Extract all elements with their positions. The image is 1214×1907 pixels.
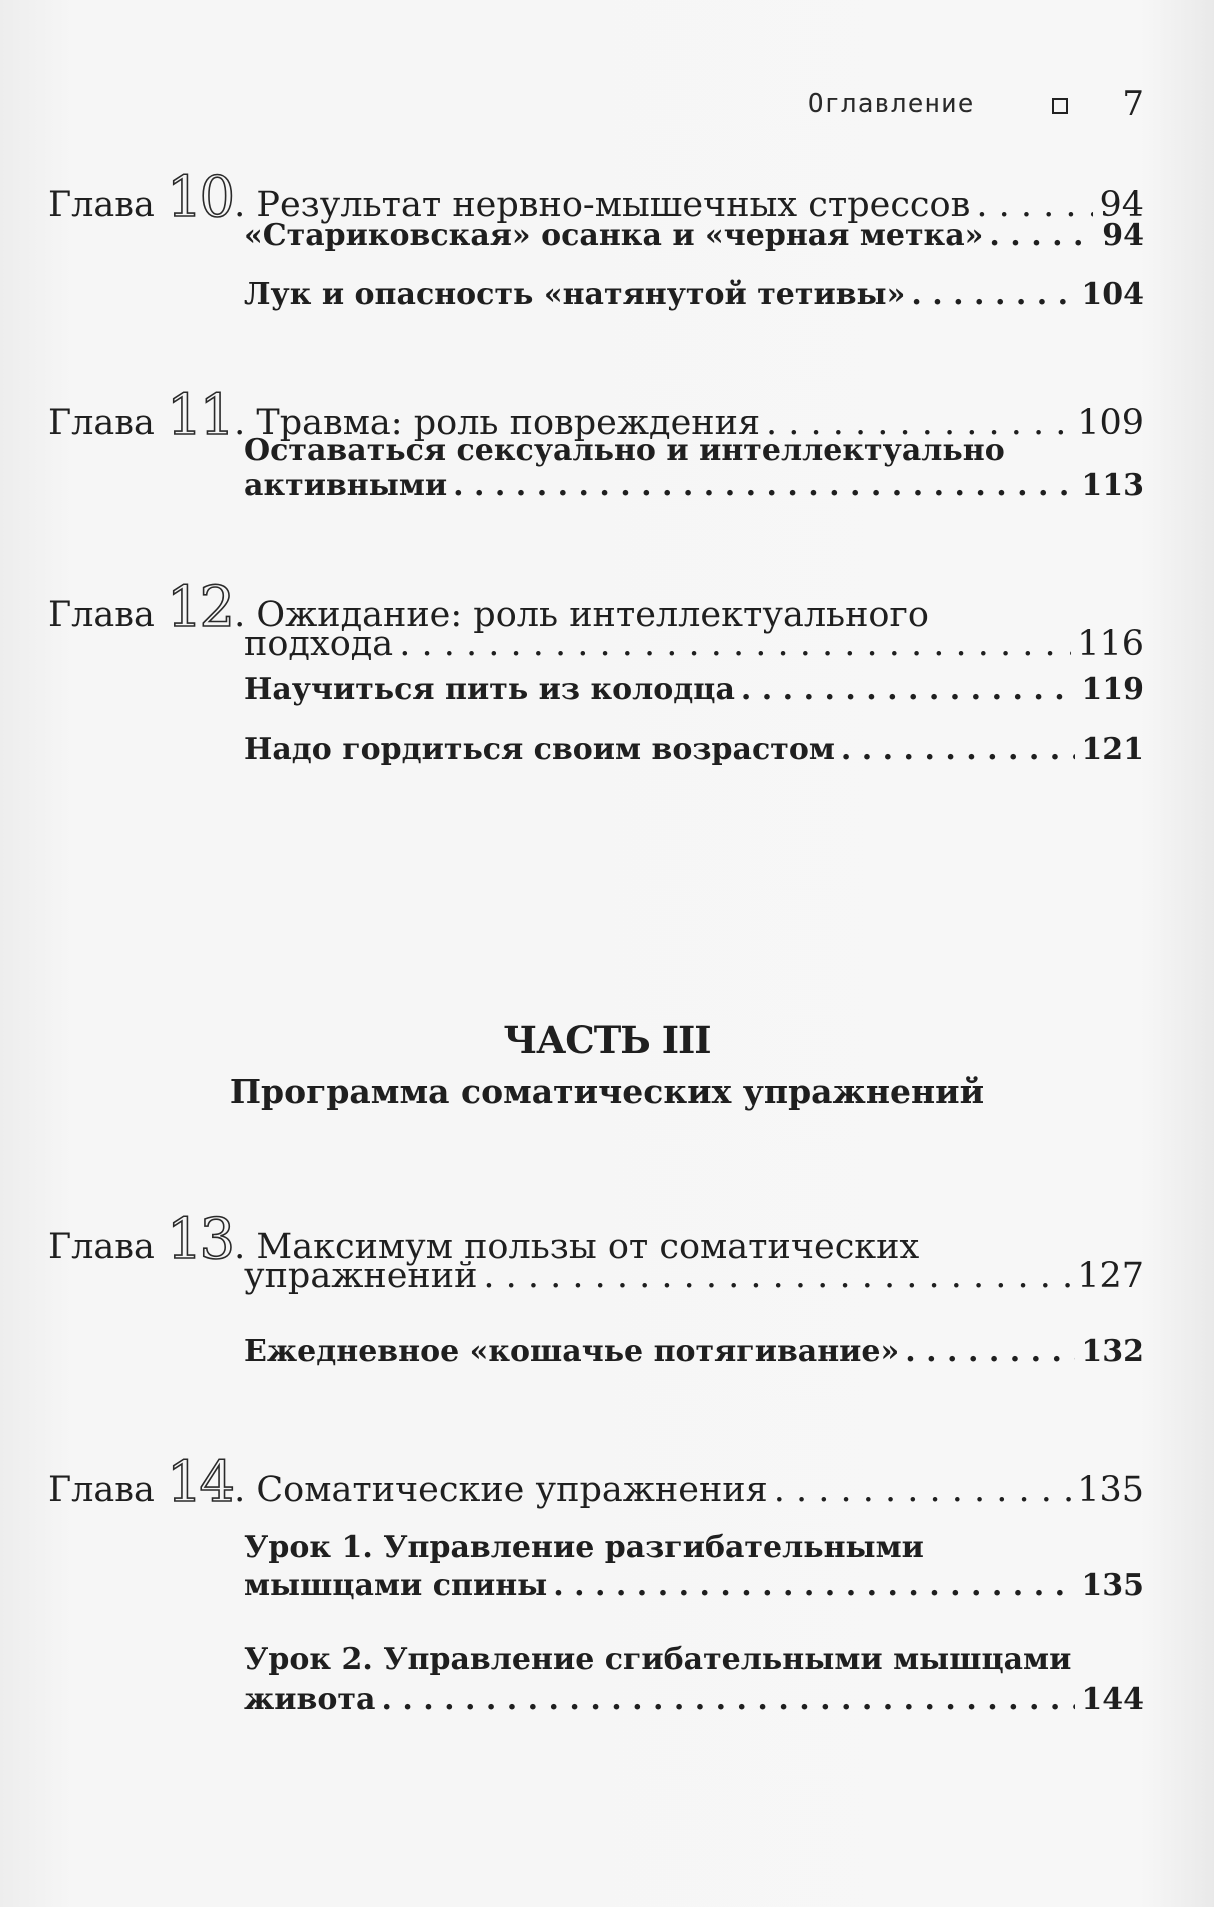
chapter-word: Глава [48, 185, 155, 225]
leader-dots [399, 624, 1071, 664]
section-title-line1: Оставаться сексуально и интеллектуально [244, 433, 1005, 468]
page-ref: 113 [1081, 468, 1144, 503]
section-title-line1: Урок 1. Управление разгибательными [244, 1530, 924, 1565]
leader-dots [553, 1568, 1075, 1603]
toc-section[interactable] [244, 218, 1144, 253]
chapter-word: Глава [48, 1227, 155, 1267]
toc-section[interactable] [244, 1568, 1144, 1603]
leader-dots [841, 732, 1075, 767]
chapter-title: . Ожидание: роль интеллектуального [234, 595, 929, 635]
running-header [808, 84, 1144, 124]
leader-dots [741, 672, 1075, 707]
page-ref: 132 [1081, 1334, 1144, 1369]
section-title: Научиться пить из колодца [244, 672, 735, 707]
chapter-number: 11 [166, 383, 233, 448]
toc-section[interactable] [244, 1334, 1144, 1369]
leader-dots [989, 218, 1096, 253]
leader-dots [774, 1470, 1072, 1510]
section-title-line2: мышцами спины [244, 1568, 548, 1603]
toc-section[interactable] [244, 672, 1144, 707]
toc-chapter-14[interactable] [48, 1450, 1144, 1515]
page-ref: 109 [1077, 403, 1144, 443]
page-ref: 119 [1081, 672, 1144, 707]
leader-dots [381, 1682, 1075, 1717]
section-title: Надо гордиться своим возрастом [244, 732, 835, 767]
section-title: Ежедневное «кошачье потягивание» [244, 1334, 900, 1369]
leader-dots [905, 1334, 1075, 1369]
toc-section[interactable] [244, 277, 1144, 312]
chapter-word: Глава [48, 595, 155, 635]
toc-section[interactable] [244, 1682, 1144, 1717]
chapter-title: . Соматические упражнения [234, 1470, 768, 1510]
part-label: ЧАСТЬ III [503, 1018, 711, 1062]
page-ref: 135 [1077, 1470, 1144, 1510]
chapter-word: Глава [48, 403, 155, 443]
section-title-line2: живота [244, 1682, 376, 1717]
section-title-line2: активными [244, 468, 448, 503]
part-title: Программа соматических упражнений [229, 1072, 985, 1111]
toc-section[interactable] [244, 468, 1144, 503]
chapter-number: 12 [166, 575, 233, 640]
page-ref: 94 [1099, 185, 1144, 225]
chapter-number: 10 [166, 165, 233, 230]
toc-chapter-12-cont[interactable] [244, 624, 1144, 664]
page-ref: 104 [1081, 277, 1144, 312]
page-ref: 94 [1102, 218, 1144, 253]
chapter-title: . Максимум пользы от соматических [234, 1227, 920, 1267]
chapter-title-line2: подхода [244, 624, 394, 664]
section-title-line1: Урок 2. Управление сгибательными мышцами [244, 1642, 1072, 1677]
chapter-number: 14 [166, 1450, 233, 1515]
chapter-number: 13 [166, 1207, 233, 1272]
square-icon [1052, 98, 1068, 114]
section-title: Лук и опасность «натянутой тетивы» [244, 277, 906, 312]
toc-chapter-13-cont[interactable] [244, 1256, 1144, 1296]
page-ref: 144 [1081, 1682, 1144, 1717]
leader-dots [911, 277, 1075, 312]
chapter-title: . Травма: роль повреждения [234, 403, 761, 443]
page-ref: 127 [1077, 1256, 1144, 1296]
page-ref: 116 [1077, 624, 1144, 664]
leader-dots [483, 1256, 1071, 1296]
page-ref: 135 [1081, 1568, 1144, 1603]
section-title: «Стариковская» осанка и «черная метка» [244, 218, 984, 253]
toc-section[interactable] [244, 732, 1144, 767]
leader-dots [453, 468, 1075, 503]
header-page-number: 7 [1122, 84, 1144, 124]
chapter-title-line2: упражнений [244, 1256, 478, 1296]
chapter-word: Глава [48, 1470, 155, 1510]
chapter-title: . Результат нервно-мышечных стрессов [234, 185, 971, 225]
header-title: Оглавление [807, 89, 975, 119]
page-ref: 121 [1081, 732, 1144, 767]
